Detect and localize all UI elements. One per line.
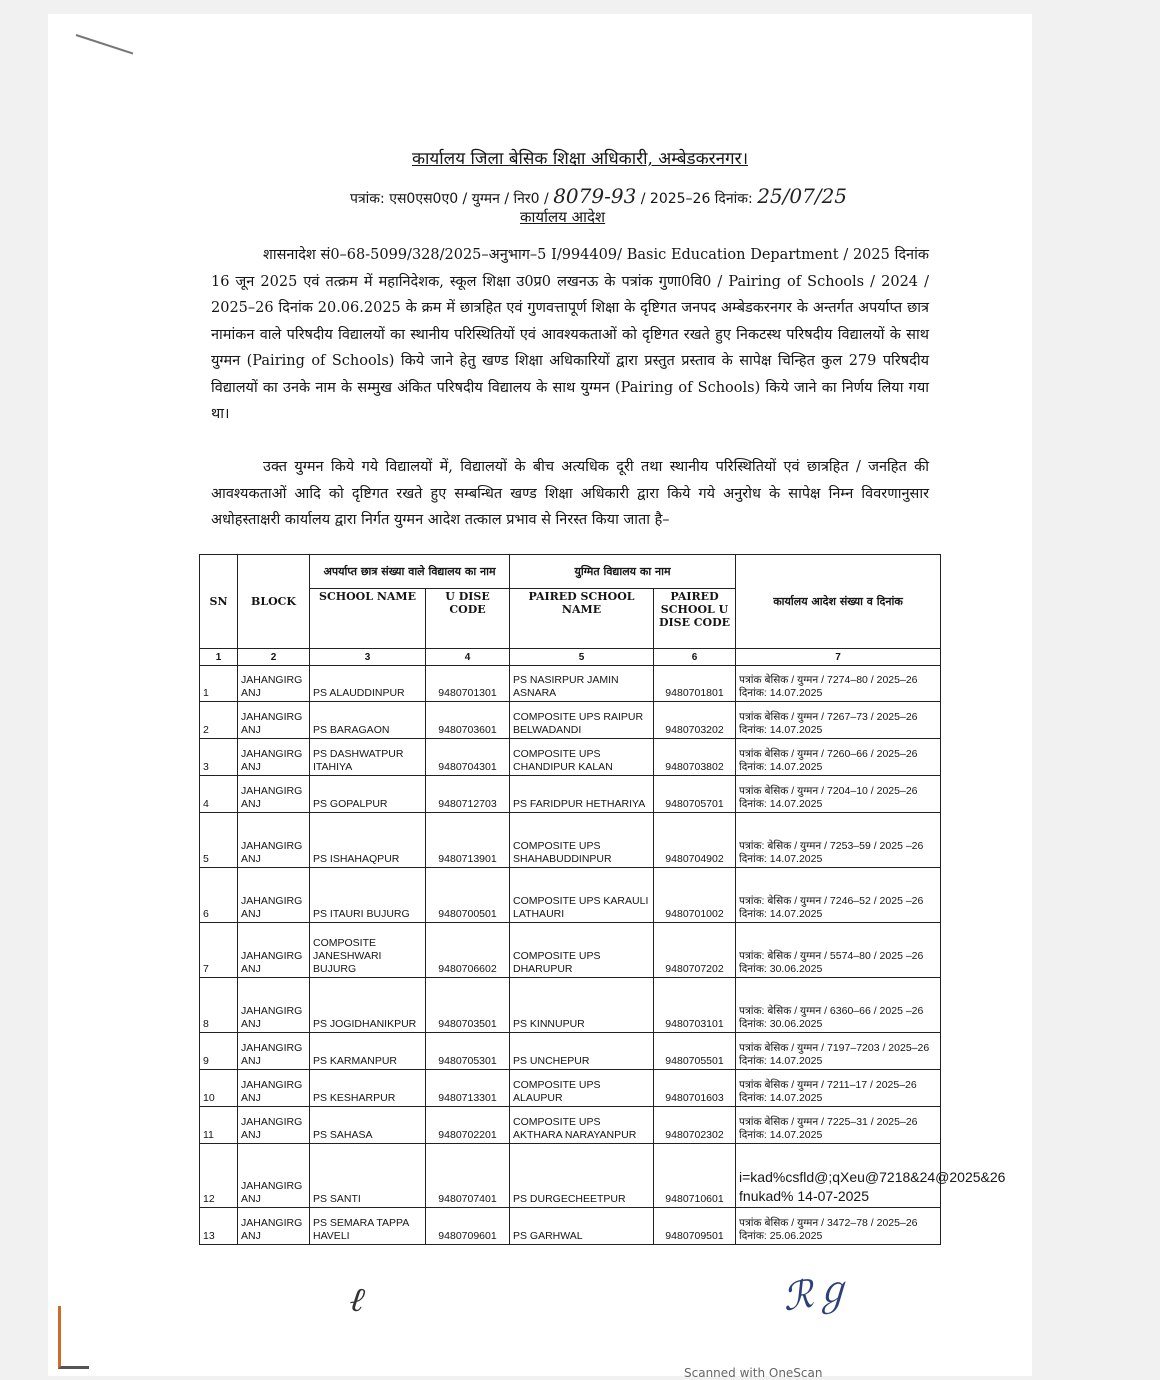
table-row [200,923,941,978]
cell-school: PS BARAGAON [310,702,426,739]
cell-order: पत्रांक: बेसिक / युग्मन / 6360–66 / 2025 –26 दिनांक: 30.06.2025 [736,978,941,1033]
cell-udise: 9480703501 [426,978,510,1033]
header-sn: SN [200,555,238,649]
cell-paired-code: 9480701801 [654,666,736,702]
cell-block: JAHANGIRG ANJ [238,776,310,813]
cell-school: PS KESHARPUR [310,1070,426,1107]
cell-block: JAHANGIRG ANJ [238,1033,310,1070]
cell-order: पत्रांक बेसिक / युग्मन / 3472–78 / 2025–26 दिनांक: 25.06.2025 [736,1208,941,1245]
cell-paired-code: 9480707202 [654,923,736,978]
table-row [200,666,941,702]
edge-mark [58,1306,89,1369]
cell-paired: COMPOSITE UPS RAIPUR BELWADANDI [510,702,654,739]
order-title: कार्यालय आदेश [520,208,606,226]
cell-udise: 9480704301 [426,739,510,776]
cell-sn: 1 [200,666,238,702]
cell-block: JAHANGIRG ANJ [238,1070,310,1107]
cell-sn: 5 [200,813,238,868]
cell-udise: 9480702201 [426,1107,510,1144]
col-num: 5 [510,649,654,666]
table-row [200,1107,941,1144]
ref-session: / 2025–26 दिनांक: [640,191,753,207]
cell-school: PS ITAURI BUJURG [310,868,426,923]
cell-paired-code: 9480705701 [654,776,736,813]
cell-sn: 10 [200,1070,238,1107]
table-row [200,1208,941,1245]
cell-school: PS SANTI [310,1144,426,1208]
table-row [200,978,941,1033]
cell-udise: 9480707401 [426,1144,510,1208]
cell-sn: 4 [200,776,238,813]
cell-block: JAHANGIRG ANJ [238,1144,310,1208]
cell-udise: 9480700501 [426,868,510,923]
cell-paired: COMPOSITE UPS SHAHABUDDINPUR [510,813,654,868]
col-num: 7 [736,649,941,666]
paragraph-2: उक्त युग्मन किये गये विद्यालयों में, विद्यालयों के बीच अत्यधिक दूरी तथा स्थानीय परिस्थितियों एवं छात्रहित / जनहित की आवश्यकताओं आदि को दृष्टिगत रखते हुए सम्बन्धित खण्ड शिक्षा अधिकारी द्वारा किये गये अनुरोध के सापेक्ष निम्न विवरणानुसार अधोहस्ताक्षरी कार्यालय द्वारा निर्गत युग्मन आदेश तत्काल प्रभाव से निरस्त किया जाता है– [211,459,929,528]
cell-sn: 6 [200,868,238,923]
header-school-name: SCHOOL NAME [310,589,426,649]
cell-paired-code: 9480704902 [654,813,736,868]
ref-prefix: पत्रांक: एस0एस0ए0 / युग्मन / निर0 / [350,191,549,207]
cell-block: JAHANGIRG ANJ [238,702,310,739]
header-order: कार्यालय आदेश संख्या व दिनांक [736,555,941,649]
cell-school: PS KARMANPUR [310,1033,426,1070]
cell-school: PS ALAUDDINPUR [310,666,426,702]
cell-order: पत्रांक बेसिक / युग्मन / 7267–73 / 2025–26 दिनांक: 14.07.2025 [736,702,941,739]
cell-paired: COMPOSITE UPS ALAUPUR [510,1070,654,1107]
cell-block: JAHANGIRG ANJ [238,1208,310,1245]
cell-paired: PS FARIDPUR HETHARIYA [510,776,654,813]
cell-order: पत्रांक बेसिक / युग्मन / 7197–7203 / 2025–26 दिनांक: 14.07.2025 [736,1033,941,1070]
cell-paired-code: 9480703202 [654,702,736,739]
column-numbers-row [200,649,941,666]
cell-sn: 11 [200,1107,238,1144]
cell-block: JAHANGIRG ANJ [238,666,310,702]
header-block: BLOCK [238,555,310,649]
cell-school: PS DASHWATPUR ITAHIYA [310,739,426,776]
col-num: 6 [654,649,736,666]
cell-paired: COMPOSITE UPS CHANDIPUR KALAN [510,739,654,776]
cell-order: पत्रांक: बेसिक / युग्मन / 5574–80 / 2025 –26 दिनांक: 30.06.2025 [736,923,941,978]
col-num: 3 [310,649,426,666]
ref-number-handwritten: 8079-93 [553,184,637,208]
cell-paired: COMPOSITE UPS AKTHARA NARAYANPUR [510,1107,654,1144]
cell-paired-code: 9480710601 [654,1144,736,1208]
table-row [200,1070,941,1107]
cell-paired-code: 9480703802 [654,739,736,776]
cell-udise: 9480703601 [426,702,510,739]
cell-order: पत्रांक बेसिक / युग्मन / 7225–31 / 2025–26 दिनांक: 14.07.2025 [736,1107,941,1144]
header-paired-code: PAIRED SCHOOL U DISE CODE [654,589,736,649]
date-handwritten: 25/07/25 [757,184,848,208]
cell-udise: 9480705301 [426,1033,510,1070]
table-row [200,702,941,739]
cell-school: PS SEMARA TAPPA HAVELI [310,1208,426,1245]
cell-sn: 8 [200,978,238,1033]
header-group-paired: युग्मित विद्यालय का नाम [510,555,736,589]
table-row [200,1033,941,1070]
cell-sn: 3 [200,739,238,776]
table-row [200,1144,941,1208]
cell-order: पत्रांक बेसिक / युग्मन / 7211–17 / 2025–26 दिनांक: 14.07.2025 [736,1070,941,1107]
cell-order: पत्रांक: बेसिक / युग्मन / 7246–52 / 2025 –26 दिनांक: 14.07.2025 [736,868,941,923]
cell-sn: 2 [200,702,238,739]
cell-block: JAHANGIRG ANJ [238,978,310,1033]
pairing-table [199,554,1006,1245]
cell-order: पत्रांक: बेसिक / युग्मन / 7253–59 / 2025 –26 दिनांक: 14.07.2025 [736,813,941,868]
cell-udise: 9480713901 [426,813,510,868]
initial-mark: ℓ [347,1279,367,1321]
cell-paired-code: 9480703101 [654,978,736,1033]
cell-paired-code: 9480709501 [654,1208,736,1245]
col-num: 2 [238,649,310,666]
cell-paired: PS KINNUPUR [510,978,654,1033]
cell-block: JAHANGIRG ANJ [238,1107,310,1144]
table-row [200,739,941,776]
cell-paired: COMPOSITE UPS KARAULI LATHAURI [510,868,654,923]
col-num: 4 [426,649,510,666]
cell-block: JAHANGIRG ANJ [238,739,310,776]
cell-udise: 9480701301 [426,666,510,702]
cell-paired: PS GARHWAL [510,1208,654,1245]
table-row [200,868,941,923]
table-row [200,813,941,868]
cell-school: COMPOSITE JANESHWARI BUJURG [310,923,426,978]
cell-paired-code: 9480701603 [654,1070,736,1107]
header-udise: U DISE CODE [426,589,510,649]
cell-paired: PS DURGECHEETPUR [510,1144,654,1208]
cell-order: पत्रांक बेसिक / युग्मन / 7260–66 / 2025–26 दिनांक: 14.07.2025 [736,739,941,776]
cell-paired: COMPOSITE UPS DHARUPUR [510,923,654,978]
cell-udise: 9480706602 [426,923,510,978]
cell-paired: PS NASIRPUR JAMIN ASNARA [510,666,654,702]
cell-paired: PS UNCHEPUR [510,1033,654,1070]
cell-block: JAHANGIRG ANJ [238,813,310,868]
cell-school: PS JOGIDHANIKPUR [310,978,426,1033]
cell-sn: 13 [200,1208,238,1245]
cell-order: पत्रांक बेसिक / युग्मन / 7274–80 / 2025–26 दिनांक: 14.07.2025 [736,666,941,702]
cell-block: JAHANGIRG ANJ [238,868,310,923]
officer-signature: ℛℊ [779,1266,854,1320]
cell-sn: 7 [200,923,238,978]
cell-sn: 12 [200,1144,238,1208]
cell-school: PS GOPALPUR [310,776,426,813]
cell-paired-code: 9480701002 [654,868,736,923]
cell-school: PS SAHASA [310,1107,426,1144]
cell-block: JAHANGIRG ANJ [238,923,310,978]
col-num: 1 [200,649,238,666]
scan-watermark: Scanned with OneScan [684,1366,823,1380]
cell-paired-code: 9480702302 [654,1107,736,1144]
cell-order: पत्रांक बेसिक / युग्मन / 7204–10 / 2025–26 दिनांक: 14.07.2025 [736,776,941,813]
paragraph-1: शासनादेश सं0–68-5099/328/2025–अनुभाग–5 I/994409/ Basic Education Department / 2025 दिनांक 16 जून 2025 एवं तत्क्रम में महानिदेशक, स्कूल शिक्षा उ0प्र0 लखनऊ के पत्रांक गुणा0वि0 / Pairing of Schools / 2024 / 2025–26 दिनांक 20.06.2025 के क्रम में छात्रहित एवं गुणवत्तापूर्ण शिक्षा के दृष्टिगत जनपद अम्बेडकरनगर के अन्तर्गत अपर्याप्त छात्र नामांकन वाले परिषदीय विद्यालयों का स्थानीय परिस्थितियों एवं आवश्यकताओं को दृष्टिगत रखते हुए निकटस्थ परिषदीय विद्यालयों के साथ युग्मन (Pairing of Schools) किये जाने हेतु खण्ड शिक्षा अधिकारियों द्वारा प्रस्तुत प्रस्ताव के सापेक्ष चिन्हित कुल 279 परिषदीय विद्यालयों का उनके नाम के सम्मुख अंकित परिषदीय विद्यालय के साथ युग्मन (Pairing of Schools) किये जाने का निर्णय लिया गया था। [211,247,929,422]
reference-line [350,184,847,208]
cell-udise: 9480712703 [426,776,510,813]
header-group-low-enrolment: अपर्याप्त छात्र संख्या वाले विद्यालय का नाम [310,555,510,589]
cell-school: PS ISHAHAQPUR [310,813,426,868]
office-heading: कार्यालय जिला बेसिक शिक्षा अधिकारी, अम्बेडकरनगर। [411,149,749,169]
cell-udise: 9480709601 [426,1208,510,1245]
cell-order: i=kad%csfld@;qXeu@7218&24@2025&26 fnukad% 14-07-2025 [736,1144,941,1208]
header-paired-name: PAIRED SCHOOL NAME [510,589,654,649]
cell-sn: 9 [200,1033,238,1070]
cell-udise: 9480713301 [426,1070,510,1107]
cell-paired-code: 9480705501 [654,1033,736,1070]
table-row [200,776,941,813]
